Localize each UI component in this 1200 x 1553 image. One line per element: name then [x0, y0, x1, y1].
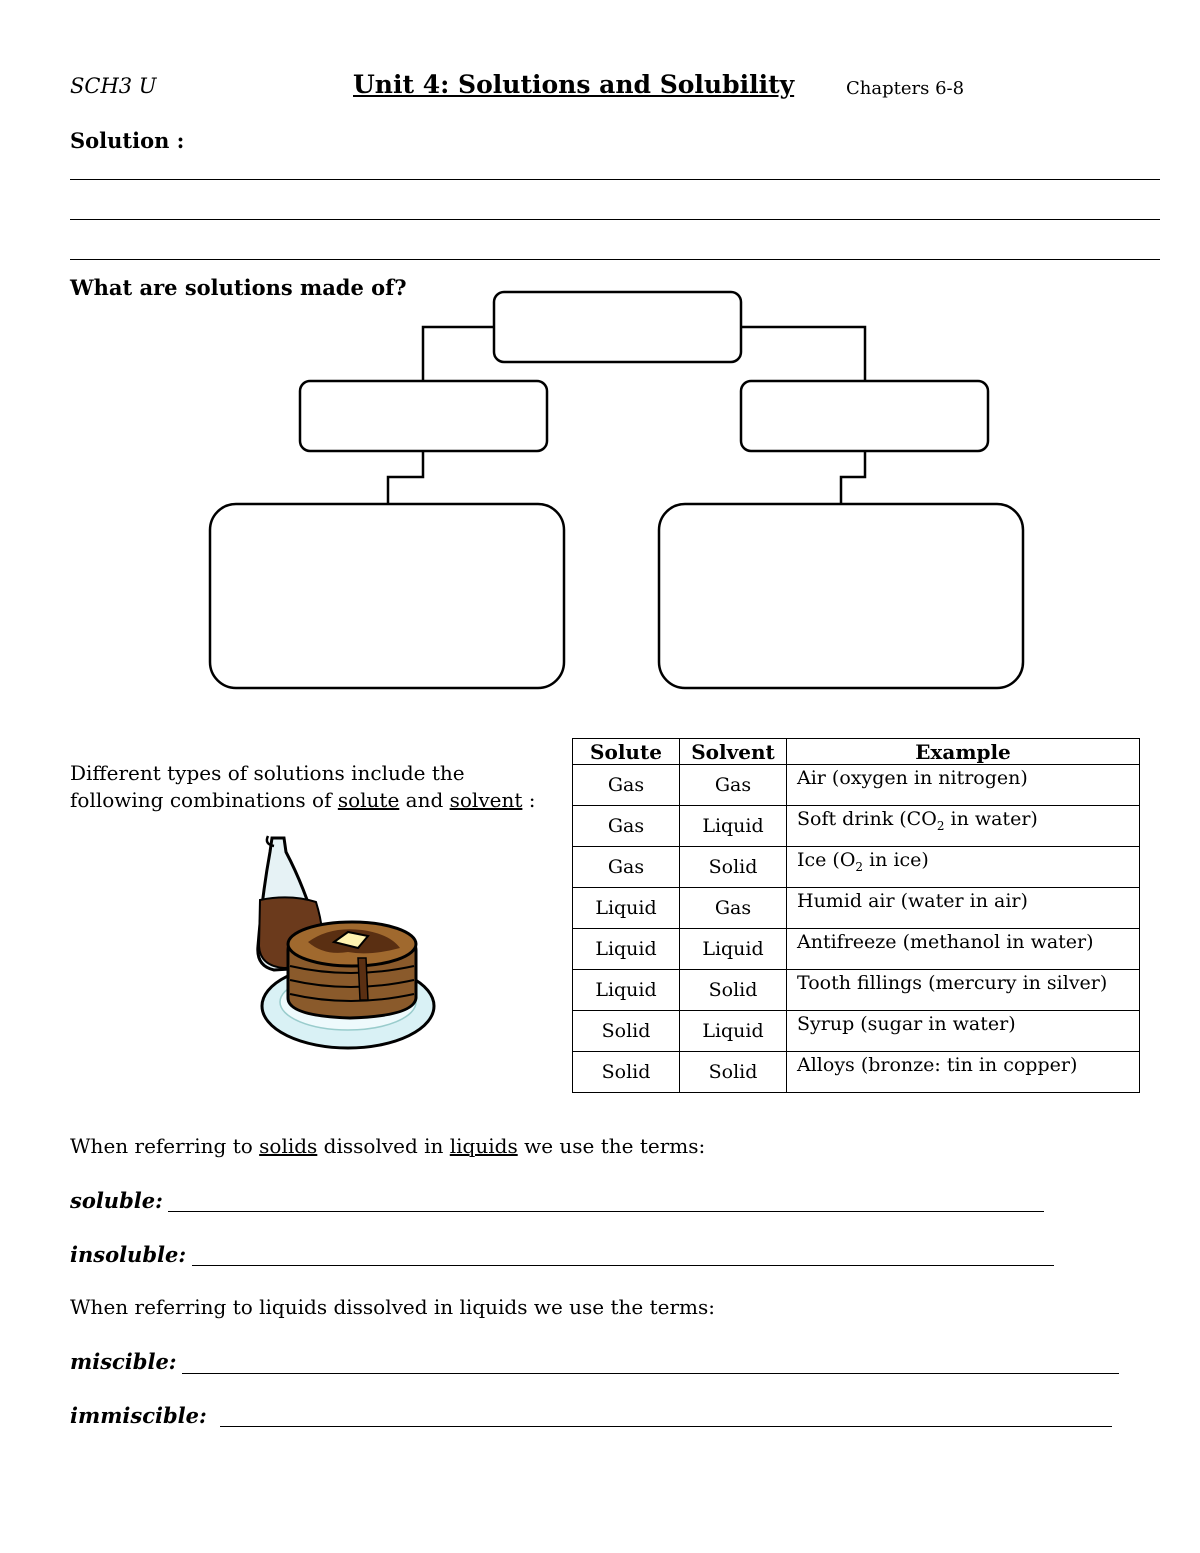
- concept-box-bottom-left: [210, 504, 564, 688]
- table-row: [573, 1052, 1140, 1093]
- solids-intro: [70, 1134, 705, 1158]
- table-row: [573, 888, 1140, 929]
- concept-box-top: [494, 292, 741, 362]
- table-row: [573, 765, 1140, 806]
- table-row: [573, 847, 1140, 888]
- example-cell: [787, 847, 1140, 888]
- intro-text: :: [522, 788, 536, 812]
- concept-box-left: [300, 381, 547, 451]
- page-title: Unit 4: Solutions and Solubility: [353, 70, 795, 99]
- solution-types-table: [572, 738, 1140, 1093]
- solute-cell: Solid: [573, 1011, 680, 1052]
- example-cell: Alloys (bronze: tin in copper): [787, 1052, 1140, 1093]
- example-subscript: 2: [855, 859, 864, 874]
- solvent-cell: Liquid: [680, 1011, 787, 1052]
- intro-text: we use the terms:: [517, 1134, 706, 1158]
- solute-cell: Liquid: [573, 970, 680, 1011]
- solids-term: solids: [259, 1134, 318, 1158]
- solvent-cell: Gas: [680, 888, 787, 929]
- connector-line: [423, 327, 494, 381]
- insoluble-answer-line[interactable]: [192, 1265, 1054, 1266]
- solute-cell: Liquid: [573, 888, 680, 929]
- solution-heading: Solution :: [70, 128, 185, 153]
- table-row: [573, 970, 1140, 1011]
- solvent-cell: Liquid: [680, 929, 787, 970]
- connector-line: [841, 451, 865, 504]
- example-cell: Humid air (water in air): [787, 888, 1140, 929]
- liquids-intro: When referring to liquids dissolved in liquids we use the terms:: [70, 1295, 715, 1319]
- connector-line: [388, 451, 423, 504]
- immiscible-answer-line[interactable]: [220, 1426, 1112, 1427]
- table-row: [573, 806, 1140, 847]
- example-text: Ice (O: [797, 849, 856, 871]
- solute-term: solute: [337, 788, 400, 812]
- table-row: [573, 929, 1140, 970]
- example-cell: Antifreeze (methanol in water): [787, 929, 1140, 970]
- insoluble-label: insoluble:: [70, 1242, 187, 1267]
- example-text: Soft drink (CO: [797, 808, 937, 830]
- example-cell: Tooth fillings (mercury in silver): [787, 970, 1140, 1011]
- connector-line: [741, 327, 865, 381]
- column-header-solute: Solute: [573, 739, 680, 765]
- table-row: [573, 1011, 1140, 1052]
- solvent-cell: Solid: [680, 847, 787, 888]
- column-header-example: Example: [787, 739, 1140, 765]
- concept-map-question: What are solutions made of?: [70, 275, 407, 300]
- intro-text: and: [399, 788, 450, 812]
- solute-cell: Solid: [573, 1052, 680, 1093]
- concept-box-right: [741, 381, 988, 451]
- intro-text: When referring to: [70, 1134, 260, 1158]
- intro-line2: [70, 787, 536, 814]
- syrup-pancakes-illustration: [250, 830, 440, 1055]
- solute-cell: Gas: [573, 847, 680, 888]
- example-cell: Syrup (sugar in water): [787, 1011, 1140, 1052]
- types-intro: [70, 760, 536, 814]
- concept-box-bottom-right: [659, 504, 1023, 688]
- concept-map: [0, 0, 1200, 720]
- solvent-cell: Solid: [680, 970, 787, 1011]
- course-code: SCH3 U: [70, 74, 157, 98]
- intro-text: dissolved in: [317, 1134, 450, 1158]
- soluble-label: soluble:: [70, 1188, 163, 1213]
- example-text: in ice): [863, 849, 929, 871]
- solute-cell: Liquid: [573, 929, 680, 970]
- example-cell: [787, 806, 1140, 847]
- solvent-cell: Gas: [680, 765, 787, 806]
- intro-line1: Different types of solutions include the: [70, 761, 465, 785]
- example-text: in water): [944, 808, 1038, 830]
- solvent-cell: Solid: [680, 1052, 787, 1093]
- solute-cell: Gas: [573, 806, 680, 847]
- example-subscript: 2: [936, 818, 945, 833]
- solvent-term: solvent: [449, 788, 523, 812]
- miscible-answer-line[interactable]: [182, 1373, 1119, 1374]
- column-header-solvent: Solvent: [680, 739, 787, 765]
- example-cell: Air (oxygen in nitrogen): [787, 765, 1140, 806]
- soluble-answer-line[interactable]: [168, 1211, 1044, 1212]
- intro-text: following combinations of: [70, 788, 338, 812]
- solvent-cell: Liquid: [680, 806, 787, 847]
- miscible-label: miscible:: [70, 1349, 177, 1374]
- solute-cell: Gas: [573, 765, 680, 806]
- chapters-label: Chapters 6-8: [846, 78, 965, 99]
- liquids-term: liquids: [449, 1134, 518, 1158]
- immiscible-label: immiscible:: [70, 1403, 207, 1428]
- table-header-row: [573, 739, 1140, 765]
